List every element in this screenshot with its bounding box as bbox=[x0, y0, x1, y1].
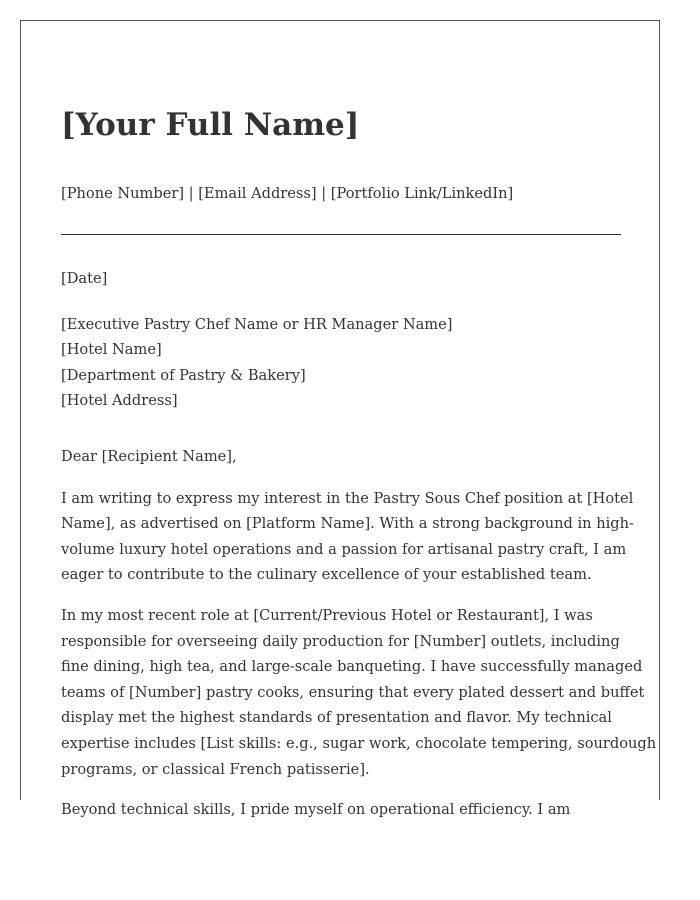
contact-line: [Phone Number] | [Email Address] | [Portfolio Link/LinkedIn] bbox=[61, 185, 514, 202]
body-paragraph-3 bbox=[61, 797, 626, 823]
recipient-line: [Department of Pastry & Bakery] bbox=[61, 366, 306, 384]
paragraph-line: programs, or classical French patisserie]. bbox=[61, 760, 370, 778]
paragraph-line: responsible for overseeing daily production for [Number] outlets, including bbox=[61, 632, 620, 650]
paragraph-line: teams of [Number] pastry cooks, ensuring that every plated dessert and buffet bbox=[61, 683, 645, 701]
paragraph-line: display met the highest standards of presentation and flavor. My technical bbox=[61, 709, 612, 727]
recipient-line: [Executive Pastry Chef Name or HR Manager Name] bbox=[61, 315, 453, 333]
letter-content bbox=[61, 105, 657, 823]
salutation: Dear [Recipient Name], bbox=[61, 447, 237, 465]
applicant-name: [Your Full Name] bbox=[61, 107, 360, 143]
paragraph-line: eager to contribute to the culinary excellence of your established team. bbox=[61, 566, 592, 584]
header-divider bbox=[61, 234, 621, 235]
paragraph-line: Beyond technical skills, I pride myself on operational efficiency. I am bbox=[61, 801, 571, 819]
letter-date: [Date] bbox=[61, 270, 108, 287]
paragraph-line: fine dining, high tea, and large-scale banqueting. I have successfully managed bbox=[61, 658, 643, 676]
paragraph-line: volume luxury hotel operations and a passion for artisanal pastry craft, I am bbox=[61, 540, 627, 558]
body-paragraph-2 bbox=[61, 603, 657, 782]
letter-page bbox=[20, 20, 660, 819]
recipient-line: [Hotel Name] bbox=[61, 341, 162, 359]
recipient-block bbox=[61, 312, 626, 414]
recipient-line: [Hotel Address] bbox=[61, 392, 178, 410]
body-paragraph-1 bbox=[61, 486, 634, 588]
paragraph-line: I am writing to express my interest in the Pastry Sous Chef position at [Hotel bbox=[61, 489, 634, 507]
paragraph-line: expertise includes [List skills: e.g., sugar work, chocolate tempering, sourdough bbox=[61, 734, 657, 752]
paragraph-line: In my most recent role at [Current/Previous Hotel or Restaurant], I was bbox=[61, 606, 593, 624]
paragraph-line: Name], as advertised on [Platform Name]. With a strong background in high- bbox=[61, 515, 634, 533]
